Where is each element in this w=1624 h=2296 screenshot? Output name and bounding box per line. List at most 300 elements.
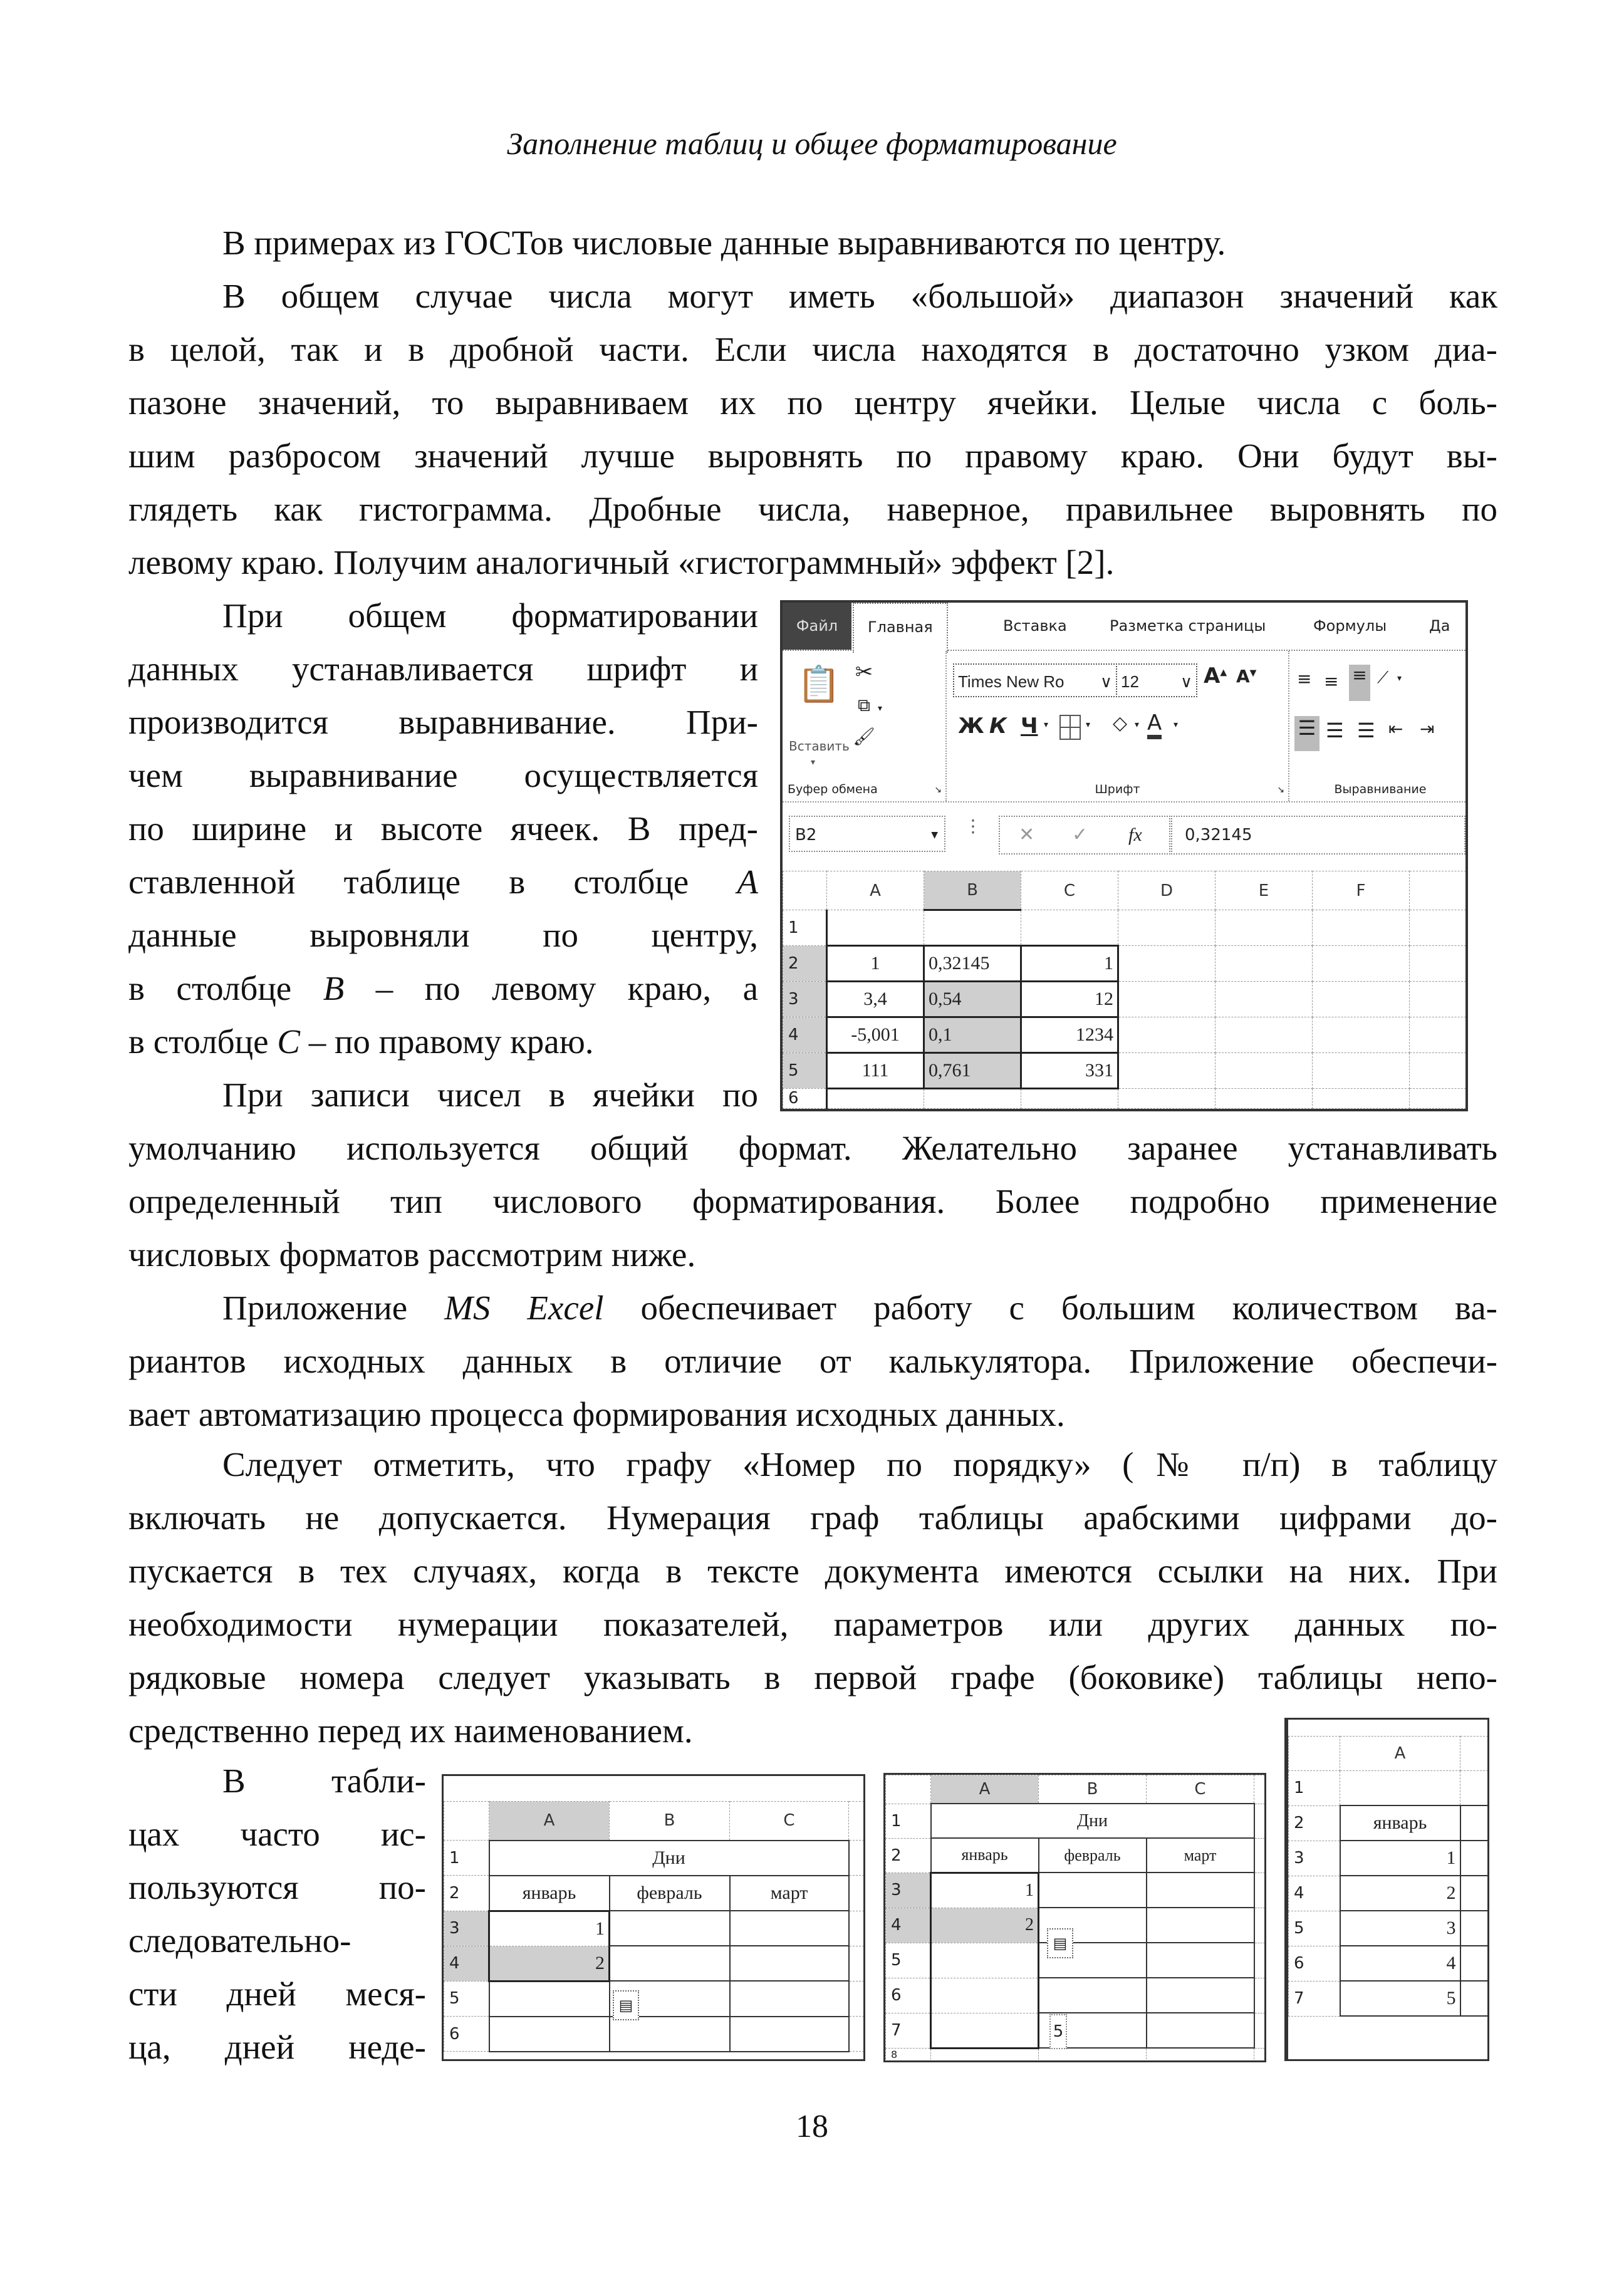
cell-a5[interactable] — [931, 1943, 1039, 1978]
format-painter-icon[interactable]: 🖌 — [853, 726, 875, 747]
cell-c2[interactable]: 1 — [1021, 946, 1118, 982]
text-line: следовательно- — [128, 1921, 351, 1960]
cell-january[interactable]: январь — [489, 1876, 610, 1911]
cell-c5[interactable] — [1147, 1943, 1254, 1978]
row-header[interactable]: 5 — [444, 1981, 489, 2017]
text-fragment: в столбце — [128, 1022, 269, 1061]
cell[interactable] — [849, 1841, 864, 1876]
cell-a4[interactable]: -5,001 — [827, 1017, 924, 1053]
row-header[interactable]: 6 — [1289, 1946, 1340, 1981]
cell[interactable] — [849, 1981, 864, 2017]
copy-icon[interactable]: ⧉ — [858, 695, 870, 715]
cell-b4[interactable]: 0,1 — [924, 1017, 1021, 1053]
row-header[interactable]: 2 — [1289, 1805, 1340, 1841]
cell-c4[interactable] — [1147, 1908, 1254, 1943]
cell-d4[interactable] — [1118, 1017, 1215, 1053]
text-line: риантов исходных данных в отличие от калькулятора. Приложение обеспечи- — [128, 1342, 1497, 1380]
row-header[interactable]: 6 — [444, 2017, 489, 2052]
paragraph-2 — [128, 269, 1497, 589]
text-line — [128, 1015, 758, 1068]
enter-icon[interactable]: ✓ — [1072, 824, 1088, 846]
row-header[interactable]: 2 — [444, 1876, 489, 1911]
cell-b4[interactable] — [1460, 1876, 1488, 1911]
cell-a1[interactable] — [1340, 1771, 1460, 1806]
cell-a2[interactable]: 1 — [827, 946, 924, 982]
cell-february[interactable]: февраль — [610, 1876, 730, 1911]
select-all-corner[interactable] — [783, 871, 827, 910]
cell-b8[interactable] — [1039, 2048, 1147, 2062]
cell-b4[interactable] — [610, 1946, 730, 1981]
column-header-e[interactable]: E — [1215, 871, 1313, 910]
cell-g4[interactable] — [1410, 1017, 1466, 1053]
cell-a5[interactable]: 3 — [1340, 1911, 1460, 1946]
text-line: шим разбросом значений лучше выровнять по правому краю. Они будут вы- — [128, 437, 1497, 475]
cell-d2[interactable] — [1118, 946, 1215, 982]
cell-a7[interactable] — [931, 2013, 1039, 2048]
decrease-indent-icon[interactable]: ⇤ — [1388, 719, 1403, 739]
clipboard-paste-icon[interactable]: 📋 — [797, 664, 841, 705]
cell-b7[interactable] — [1460, 1981, 1488, 2016]
column-header-b[interactable] — [1460, 1737, 1488, 1771]
formula-bar — [783, 803, 1465, 863]
align-right-icon[interactable]: ☰ — [1357, 719, 1375, 742]
app-name: MS Excel — [444, 1289, 604, 1327]
column-header-b[interactable]: B — [610, 1802, 730, 1841]
column-header-a[interactable]: A — [827, 871, 924, 910]
cell[interactable] — [1254, 1838, 1265, 1873]
autofill-options-icon[interactable]: ▤ — [613, 1990, 639, 2020]
orientation-dropdown-icon[interactable]: ▾ — [1397, 673, 1402, 683]
text-line: пользуются по- — [128, 1868, 426, 1906]
column-header-c[interactable]: C — [1021, 871, 1118, 910]
cell-b3[interactable] — [1039, 1873, 1147, 1908]
table-row — [783, 910, 1466, 946]
select-all-corner[interactable] — [886, 1775, 931, 1804]
font-name-select[interactable] — [953, 663, 1117, 697]
font-color-dropdown-icon[interactable]: ▾ — [1174, 720, 1179, 730]
running-head: Заполнение таблиц и общее форматирование — [507, 126, 1117, 161]
table-row — [1289, 1771, 1488, 1806]
page-number: 18 — [796, 2109, 828, 2144]
cell-a3[interactable]: 1 — [489, 1911, 610, 1946]
text-fragment: – по левому краю, а — [344, 969, 758, 1007]
grow-font-icon[interactable]: A▲ — [1204, 663, 1227, 688]
column-header-c[interactable]: C — [1147, 1775, 1254, 1804]
cell-d3[interactable] — [1118, 982, 1215, 1017]
cell-e1[interactable] — [1215, 910, 1313, 946]
ribbon — [783, 651, 1465, 803]
text-line: в целой, так и в дробной части. Если числа находятся в достаточно узком диа- — [128, 330, 1497, 368]
cell-a4[interactable]: 2 — [931, 1908, 1039, 1943]
table-row — [1289, 1805, 1488, 1841]
cell-b5[interactable] — [1460, 1911, 1488, 1946]
spreadsheet-grid — [444, 1801, 864, 2052]
cell-march[interactable]: март — [1147, 1838, 1254, 1873]
cell-b6[interactable] — [1460, 1946, 1488, 1981]
row-header[interactable]: 1 — [1289, 1771, 1340, 1806]
text-line: чем выравнивание осуществляется — [128, 756, 758, 794]
table-row — [1289, 1981, 1488, 2016]
group-font — [947, 651, 1289, 801]
cell-march[interactable]: март — [730, 1876, 849, 1911]
text-fragment: Приложение — [222, 1289, 445, 1327]
text-line: умолчанию используется общий формат. Желательно заранее устанавливать — [128, 1129, 1497, 1167]
cell-c6[interactable] — [730, 2017, 849, 2052]
bold-button[interactable]: Ж — [958, 714, 984, 739]
align-left-icon[interactable]: ☰ — [1294, 716, 1320, 751]
row-header[interactable]: 5 — [1289, 1911, 1340, 1946]
text-line: рядковые номера следует указывать в первой графе (боковике) таблицы непо- — [128, 1658, 1497, 1696]
column-header-d[interactable] — [849, 1802, 864, 1841]
cell-c3[interactable]: 12 — [1021, 982, 1118, 1017]
row-header[interactable]: 3 — [783, 982, 827, 1017]
column-header-d[interactable] — [1254, 1775, 1265, 1804]
cell[interactable] — [1254, 2013, 1265, 2048]
formula-input[interactable]: 0,32145 — [1171, 816, 1465, 855]
text-line: пускается в тех случаях, когда в тексте документа имеются ссылки на них. При — [128, 1552, 1497, 1590]
name-box-value: B2 — [795, 826, 817, 844]
column-header-g[interactable] — [1410, 871, 1466, 910]
cell-e6[interactable] — [1215, 1089, 1313, 1109]
shrink-font-icon[interactable]: A▼ — [1236, 666, 1257, 687]
text-line: данные выровняли по центру, — [128, 916, 758, 954]
dialog-launcher-icon[interactable]: ↘ — [1277, 785, 1284, 795]
align-middle-icon[interactable]: ≡ — [1324, 671, 1339, 692]
italic-button[interactable]: К — [989, 714, 1007, 739]
cell-f1[interactable] — [1313, 910, 1410, 946]
text-line: включать не допускается. Нумерация граф таблицы арабскими цифрами до- — [128, 1499, 1497, 1537]
cell-g3[interactable] — [1410, 982, 1466, 1017]
row-header[interactable]: 4 — [783, 1017, 827, 1053]
table-row — [886, 1908, 1265, 1943]
cell-a8[interactable] — [931, 2048, 1039, 2062]
text-line: В примерах из ГОСТов числовые данные выравниваются по центру. — [222, 224, 1226, 262]
table-row — [1289, 1841, 1488, 1876]
cell-c5[interactable] — [730, 1981, 849, 2017]
cell-january[interactable]: январь — [1340, 1805, 1460, 1841]
cell-d6[interactable] — [1118, 1089, 1215, 1109]
table-row — [1289, 1911, 1488, 1946]
cell-f6[interactable] — [1313, 1089, 1410, 1109]
column-header-a[interactable]: A — [489, 1802, 610, 1841]
column-header-b[interactable]: B — [924, 871, 1021, 910]
table-row — [886, 2013, 1265, 2048]
row-header[interactable]: 8 — [886, 2048, 931, 2062]
cell-f4[interactable] — [1313, 1017, 1410, 1053]
group-alignment — [1289, 651, 1468, 801]
font-size-value: 12 — [1121, 672, 1139, 691]
table-row — [444, 1841, 864, 1876]
cell-d5[interactable] — [1118, 1053, 1215, 1089]
drag-handle-icon[interactable]: ⋮ — [964, 816, 982, 836]
cell-b5[interactable]: 0,761 — [924, 1053, 1021, 1089]
row-header[interactable]: 4 — [444, 1946, 489, 1981]
cell-c4[interactable] — [730, 1946, 849, 1981]
cell-b3[interactable]: 0,54 — [924, 982, 1021, 1017]
paragraph-3 — [128, 589, 758, 1121]
column-header-d[interactable]: D — [1118, 871, 1215, 910]
cell-a3[interactable]: 3,4 — [827, 982, 924, 1017]
tab-page-layout[interactable]: Разметка страницы — [1110, 617, 1266, 635]
text-line: В общем случае числа могут иметь «большой» диапазон значений как — [222, 277, 1497, 315]
table-row — [886, 1943, 1265, 1978]
cell-a6[interactable] — [827, 1089, 924, 1109]
cell-c6[interactable] — [1147, 1978, 1254, 2013]
column-header-a[interactable]: A — [931, 1775, 1039, 1804]
cell-a1[interactable] — [827, 910, 924, 946]
column-header-a[interactable]: A — [1340, 1737, 1460, 1771]
text-line: При общем форматировании — [222, 596, 758, 635]
cell-f5[interactable] — [1313, 1053, 1410, 1089]
column-header-f[interactable]: F — [1313, 871, 1410, 910]
table-row — [1289, 1876, 1488, 1911]
borders-dropdown-icon[interactable]: ▾ — [1086, 720, 1091, 730]
text-line — [128, 1281, 1497, 1334]
column-ref-c: C — [277, 1022, 300, 1061]
row-header[interactable]: 6 — [886, 1978, 931, 2013]
cell[interactable] — [849, 2017, 864, 2052]
cell-g1[interactable] — [1410, 910, 1466, 946]
cell[interactable] — [849, 1911, 864, 1946]
row-header[interactable]: 7 — [1289, 1981, 1340, 2016]
cell-january[interactable]: январь — [931, 1838, 1039, 1873]
text-line: пазоне значений, то выравниваем их по центру ячейки. Целые числа с боль- — [128, 383, 1497, 422]
paragraph-6 — [128, 1438, 1497, 1757]
cell[interactable] — [1254, 1873, 1265, 1908]
text-line — [128, 962, 758, 1015]
cell-b6[interactable] — [924, 1089, 1021, 1109]
cell-a3[interactable]: 1 — [1340, 1841, 1460, 1876]
table-row — [444, 1876, 864, 1911]
cell[interactable] — [849, 1876, 864, 1911]
row-header[interactable]: 4 — [886, 1908, 931, 1943]
row-header[interactable]: 1 — [886, 1804, 931, 1838]
cell-february[interactable]: февраль — [1039, 1838, 1147, 1873]
cancel-icon[interactable]: ✕ — [1019, 824, 1035, 846]
cell-a6[interactable] — [489, 2017, 610, 2052]
cell-e3[interactable] — [1215, 982, 1313, 1017]
cell-e2[interactable] — [1215, 946, 1313, 982]
chevron-down-icon: ▼ — [931, 830, 938, 840]
select-all-corner[interactable] — [1289, 1737, 1340, 1771]
dialog-launcher-icon[interactable]: ↘ — [934, 785, 942, 795]
orientation-icon[interactable]: ⟋ — [1377, 668, 1389, 687]
fill-series-tooltip: 5 — [1049, 2014, 1067, 2049]
spreadsheet-grid — [885, 1775, 1265, 2062]
cell-f3[interactable] — [1313, 982, 1410, 1017]
text-line: средственно перед их наименованием. — [128, 1712, 693, 1750]
cell-b6[interactable] — [610, 2017, 730, 2052]
cell-c5[interactable]: 331 — [1021, 1053, 1118, 1089]
row-header[interactable]: 7 — [886, 2013, 931, 2048]
increase-indent-icon[interactable]: ⇥ — [1420, 719, 1435, 739]
text-line: В табли- — [222, 1762, 426, 1800]
shrink-font-glyph: A — [1236, 666, 1250, 687]
paragraph-7 — [128, 1754, 426, 2074]
insert-function-icon[interactable]: fx — [1128, 824, 1142, 845]
cell-a4[interactable]: 2 — [1340, 1876, 1460, 1911]
tab-formulas[interactable]: Формулы — [1313, 617, 1387, 635]
text-fragment: в столбце — [128, 969, 292, 1007]
cell[interactable] — [1254, 1943, 1265, 1978]
cell-c4[interactable]: 1234 — [1021, 1017, 1118, 1053]
cell[interactable] — [849, 1946, 864, 1981]
text-line: ца, дней неде- — [128, 2028, 426, 2066]
group-label-clipboard: Буфер обмена — [788, 782, 878, 796]
paste-dropdown-icon[interactable]: ▾ — [811, 757, 816, 767]
text-line: цах часто ис- — [128, 1815, 426, 1853]
spreadsheet-grid — [1288, 1736, 1489, 2017]
group-clipboard — [783, 651, 947, 801]
text-fragment: обеспечивает работу с большим количеством ва- — [603, 1289, 1497, 1327]
row-header[interactable]: 3 — [444, 1911, 489, 1946]
cell-a6[interactable]: 4 — [1340, 1946, 1460, 1981]
column-header-c[interactable]: C — [730, 1802, 849, 1841]
grid-body — [783, 871, 1465, 1109]
table-row — [886, 2048, 1265, 2062]
cell-a5[interactable] — [489, 1981, 610, 2017]
row-header[interactable]: 3 — [886, 1873, 931, 1908]
cell[interactable] — [1254, 2048, 1265, 2062]
select-all-corner[interactable] — [444, 1802, 489, 1841]
fill-color-dropdown-icon[interactable]: ▾ — [1135, 720, 1140, 730]
table-row — [444, 1911, 864, 1946]
row-header[interactable]: 6 — [783, 1089, 827, 1109]
cell-a6[interactable] — [931, 1978, 1039, 2013]
column-ref-b: B — [323, 969, 345, 1007]
chevron-down-icon: ∨ — [1100, 672, 1112, 691]
text-line: числовых форматов рассмотрим ниже. — [128, 1235, 696, 1274]
align-top-icon[interactable]: ≡ — [1297, 668, 1312, 689]
column-ref-a: A — [737, 863, 758, 901]
cell-e5[interactable] — [1215, 1053, 1313, 1089]
underline-button[interactable]: Ч — [1021, 714, 1038, 739]
tab-insert[interactable]: Вставка — [1003, 617, 1067, 635]
cell-c3[interactable] — [1147, 1873, 1254, 1908]
cell-b2[interactable]: 0,32145 — [924, 946, 1021, 982]
cell-g5[interactable] — [1410, 1053, 1466, 1089]
cell-b1[interactable] — [924, 910, 1021, 946]
font-size-select[interactable] — [1116, 663, 1197, 697]
cell-c3[interactable] — [730, 1911, 849, 1946]
cell-a4[interactable]: 2 — [489, 1946, 610, 1981]
cell-e4[interactable] — [1215, 1017, 1313, 1053]
cell-b6[interactable] — [1039, 1978, 1147, 2013]
cell-b3[interactable] — [610, 1911, 730, 1946]
cell-a7[interactable]: 5 — [1340, 1981, 1460, 2016]
cell[interactable] — [1254, 1908, 1265, 1943]
cell-c7[interactable] — [1147, 2013, 1254, 2048]
merged-cell-days[interactable]: Дни — [489, 1841, 849, 1876]
cell-c1[interactable] — [1021, 910, 1118, 946]
paste-button-label[interactable]: Вставить — [789, 739, 850, 754]
cut-icon[interactable]: ✂ — [855, 660, 873, 685]
text-line: определенный тип числового форматирования. Более подробно применение — [128, 1182, 1497, 1220]
row-header[interactable]: 4 — [1289, 1876, 1340, 1911]
text-line: по ширине и высоте ячеек. В пред- — [128, 809, 758, 848]
cell-c8[interactable] — [1147, 2048, 1254, 2062]
cell-g6[interactable] — [1410, 1089, 1466, 1109]
table-row — [886, 1978, 1265, 2013]
cell-f2[interactable] — [1313, 946, 1410, 982]
tab-file[interactable]: Файл — [783, 603, 851, 650]
cell-a3[interactable]: 1 — [931, 1873, 1039, 1908]
formula-buttons — [999, 816, 1170, 855]
paragraph-5 — [128, 1281, 1497, 1441]
cell-c6[interactable] — [1021, 1089, 1118, 1109]
row-header[interactable]: 1 — [783, 910, 827, 946]
group-label-font: Шрифт — [1095, 782, 1140, 796]
borders-icon[interactable] — [1059, 715, 1081, 740]
ribbon-tabs — [783, 603, 1465, 651]
text-fragment: – по правому краю. — [308, 1022, 594, 1061]
fill-color-icon[interactable]: ◇ — [1113, 712, 1128, 734]
table-row — [444, 1981, 864, 2017]
row-header[interactable]: 3 — [1289, 1841, 1340, 1876]
row-header[interactable]: 1 — [444, 1841, 489, 1876]
cell-b3[interactable] — [1460, 1841, 1488, 1876]
text-line: производится выравнивание. При- — [128, 703, 758, 741]
font-name-value: Times New Ro — [958, 672, 1064, 691]
cell-a5[interactable]: 111 — [827, 1053, 924, 1089]
cell-g2[interactable] — [1410, 946, 1466, 982]
chevron-down-icon: ∨ — [1180, 672, 1192, 691]
row-header[interactable]: 2 — [886, 1838, 931, 1873]
table-row — [886, 1873, 1265, 1908]
table-row — [783, 982, 1466, 1017]
table-row — [783, 946, 1466, 982]
table-row — [886, 1838, 1265, 1873]
underline-dropdown-icon[interactable]: ▾ — [1044, 720, 1049, 730]
cell-b2[interactable] — [1460, 1805, 1488, 1841]
table-row — [783, 1017, 1466, 1053]
text-line: Следует отметить, что графу «Номер по порядку» (№ п/п) в таблицу — [222, 1445, 1497, 1483]
excel-screenshot-sequence-start — [442, 1774, 865, 2061]
autofill-options-icon[interactable]: ▤ — [1047, 1928, 1073, 1958]
tab-data[interactable]: Да — [1429, 617, 1450, 635]
row-header[interactable]: 2 — [783, 946, 827, 982]
row-header[interactable]: 5 — [886, 1943, 931, 1978]
table-row — [783, 1089, 1466, 1109]
table-row — [444, 2017, 864, 2052]
name-box[interactable] — [789, 816, 945, 852]
font-color-icon[interactable]: A — [1147, 711, 1162, 739]
paragraph-4 — [128, 1121, 1497, 1281]
text-line: необходимости нумерации показателей, параметров или других данных по- — [128, 1605, 1497, 1643]
row-header[interactable]: 5 — [783, 1053, 827, 1089]
text-line: левому краю. Получим аналогичный «гистограммный» эффект [2]. — [128, 543, 1115, 581]
tab-home[interactable]: Главная — [853, 603, 948, 653]
table-row — [1289, 1946, 1488, 1981]
paragraph-1 — [128, 216, 1497, 269]
text-line: сти дней меся- — [128, 1975, 426, 2013]
copy-dropdown-icon[interactable]: ▾ — [878, 704, 883, 714]
column-header-b[interactable]: B — [1039, 1775, 1147, 1804]
table-row — [886, 1804, 1265, 1838]
align-center-icon[interactable]: ☰ — [1326, 719, 1344, 742]
cell[interactable] — [1254, 1978, 1265, 2013]
cell-b1[interactable] — [1460, 1771, 1488, 1806]
text-line: При записи чисел в ячейки по — [222, 1076, 758, 1114]
table-row — [783, 1053, 1466, 1089]
cell-d1[interactable] — [1118, 910, 1215, 946]
text-line — [128, 855, 758, 908]
group-label-alignment: Выравнивание — [1334, 782, 1427, 796]
text-line: глядеть как гистограмма. Дробные числа, наверное, правильнее выровнять по — [128, 490, 1497, 528]
cell[interactable] — [1254, 1804, 1265, 1838]
align-bottom-icon[interactable]: ≡ — [1349, 665, 1370, 701]
merged-cell-days[interactable]: Дни — [931, 1804, 1254, 1838]
